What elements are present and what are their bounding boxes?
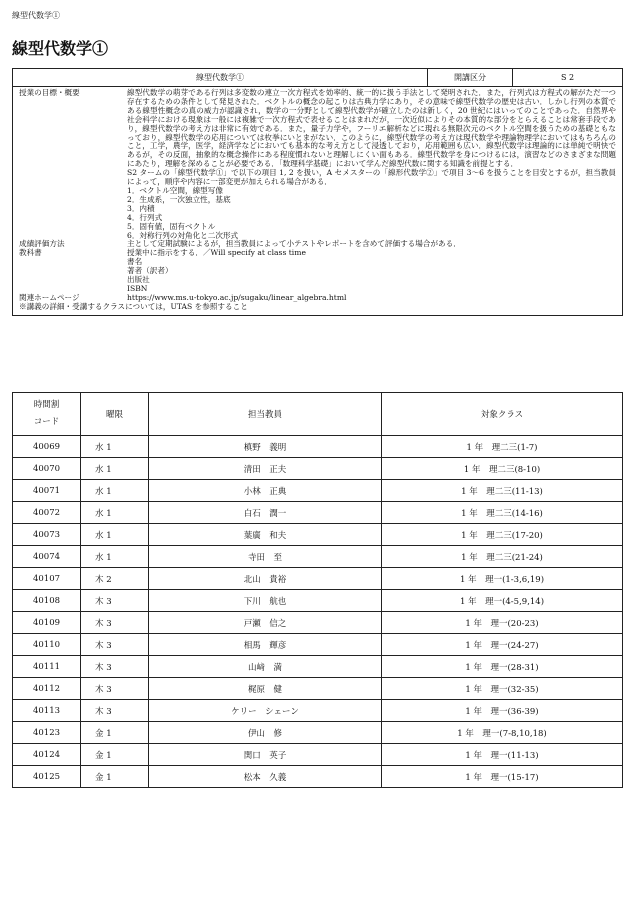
classes-cell: 1 年 理二三(8-10) [382, 458, 623, 480]
objectives-label: 授業の目標・概要 [19, 88, 80, 97]
topic-item: 4．行列式 [127, 212, 163, 222]
course-code: 40074 [13, 546, 81, 568]
classes-cell: 1 年 理一(11-13) [382, 744, 623, 766]
period-cell: 水 1 [81, 458, 149, 480]
classes-cell: 1 年 理一(32-35) [382, 678, 623, 700]
homepage-label: 関連ホームページ [19, 292, 80, 302]
table-row [13, 568, 623, 590]
book-isbn-field: ISBN [127, 283, 148, 293]
period-cell: 金 1 [81, 744, 149, 766]
course-code: 40124 [13, 744, 81, 766]
classes-cell: 1 年 理二三(11-13) [382, 480, 623, 502]
course-code: 40073 [13, 524, 81, 546]
term-value: S 2 [513, 69, 623, 87]
period-cell: 水 1 [81, 436, 149, 458]
table-row [13, 590, 623, 612]
instructor-cell: 白石 潤一 [149, 502, 382, 524]
table-row [13, 436, 623, 458]
book-publisher-field: 出版社 [127, 275, 150, 285]
code-header [13, 393, 81, 436]
topic-item: 1．ベクトル空間，線型写像 [127, 185, 223, 195]
period-cell: 木 3 [81, 700, 149, 722]
table-row [13, 656, 623, 678]
instructor-cell: 清田 正夫 [149, 458, 382, 480]
course-info-table [12, 68, 623, 316]
course-code: 40113 [13, 700, 81, 722]
schedule-body [13, 436, 623, 788]
table-row [13, 458, 623, 480]
table-row [13, 524, 623, 546]
instructor-cell: 小林 正典 [149, 480, 382, 502]
course-code: 40069 [13, 436, 81, 458]
period-cell: 金 1 [81, 722, 149, 744]
classes-cell: 1 年 理二三(17-20) [382, 524, 623, 546]
table-row [13, 546, 623, 568]
classes-cell: 1 年 理二三(14-16) [382, 502, 623, 524]
period-cell: 木 3 [81, 590, 149, 612]
utas-note: ※講義の詳細・受講するクラスについては，UTAS を参照すること [19, 301, 248, 311]
homepage-link[interactable]: https://www.ms.u-tokyo.ac.jp/sugaku/linear_algebra.html [127, 292, 347, 302]
textbook-label: 教科書 [19, 248, 42, 258]
table-row [13, 700, 623, 722]
evaluation-label: 成績評価方法 [19, 239, 65, 249]
objectives-text: 線型代数学の萌芽である行列は多変数の連立一次方程式を効率的、統一的に扱う手法として発明された．また，行列式は方程式の解がただ一つ存在するための条件として発見された．ベクトルの概念の起こりは古典力学にあり，その意味で線型代数学の歴史は古い．しかし行列の本質である線型性概念の真の威力が認識され，数学の一分野として線型代数学が確立したのは新しく，20 世紀にはいってのことであった．自然界や社会科学における現象は一般には複雑で一次方程式で表せることはまれだが，一次近似によりその本質的な部分をとらえることは常套手段であり，線型代数学の考え方は非常に有効である．また，量子力学や，フーリエ解析などに現れる無限次元のベクトル空間を扱うための基礎ともなっており，線型代数学の応用については枚挙にいとまがない．このように，線型代数学の考え方は現代数学や理論物理学においてはもちろんのこと，工学，農学，医学，経済学などにおいても基本的な考え方として浸透しており，応用範囲も広い．線型代数学は理論的には単純で明快であるが，その反面，抽象的な概念操作にある程度慣れないと理解しにくい面もある．線型代数学を身につけるには，演習などのさまざまな問題にあたり，理解を深めることが必要である．「数理科学基礎」において学んだ線型代数に関する知識を前提とする． [127, 88, 616, 169]
classes-cell: 1 年 理二三(1-7) [382, 436, 623, 458]
classes-header: 対象クラス [382, 393, 623, 436]
period-cell: 水 1 [81, 546, 149, 568]
instructor-cell: 槙野 義明 [149, 436, 382, 458]
instructor-cell: 松本 久義 [149, 766, 382, 788]
course-code: 40110 [13, 634, 81, 656]
course-name: 線型代数学① [13, 69, 428, 87]
classes-cell: 1 年 理一(7-8,10,18) [382, 722, 623, 744]
instructor-cell: 相馬 輝彦 [149, 634, 382, 656]
course-header-row [13, 69, 623, 87]
term-label: 開講区分 [428, 69, 513, 87]
period-cell: 水 1 [81, 524, 149, 546]
classes-cell: 1 年 理二三(21-24) [382, 546, 623, 568]
instructor-cell: 関口 英子 [149, 744, 382, 766]
classes-cell: 1 年 理一(1-3,6,19) [382, 568, 623, 590]
topic-item: 2．生成系，一次独立性，基底 [127, 194, 231, 204]
page-title: 線型代数学① [12, 39, 109, 58]
classes-cell: 1 年 理一(20-23) [382, 612, 623, 634]
classes-cell: 1 年 理一(36-39) [382, 700, 623, 722]
period-cell: 水 1 [81, 502, 149, 524]
classes-cell: 1 年 理一(15-17) [382, 766, 623, 788]
table-row [13, 502, 623, 524]
course-code: 40071 [13, 480, 81, 502]
course-code: 40070 [13, 458, 81, 480]
course-code: 40109 [13, 612, 81, 634]
course-code: 40123 [13, 722, 81, 744]
course-details [13, 87, 623, 316]
topic-item: 5．固有値，固有ベクトル [127, 221, 216, 231]
course-code: 40108 [13, 590, 81, 612]
table-row [13, 678, 623, 700]
running-header: 線型代数学① [12, 11, 60, 20]
course-details-row [13, 87, 623, 316]
period-cell: 木 3 [81, 678, 149, 700]
code-header-line: コード [33, 417, 60, 427]
period-cell: 水 1 [81, 480, 149, 502]
instructor-cell: 梶原 健 [149, 678, 382, 700]
instructor-cell: 葉廣 和夫 [149, 524, 382, 546]
book-author-field: 著者（訳者） [127, 266, 173, 276]
s2-text: S2 タームの「線型代数学①」で以下の項目 1, 2 を扱い，A セメスターの「線形代数学②」で項目 3〜6 を扱うことを目安とするが，担当教員によって，順序や内容に一部変更が加えられる場合がある． [127, 168, 616, 187]
instructor-cell: 山﨑 満 [149, 656, 382, 678]
instructor-cell: 伊山 修 [149, 722, 382, 744]
schedule-table [12, 392, 623, 788]
table-row [13, 612, 623, 634]
course-code: 40125 [13, 766, 81, 788]
topic-item: 3．内積 [127, 203, 155, 213]
table-row [13, 744, 623, 766]
course-code: 40111 [13, 656, 81, 678]
course-code: 40107 [13, 568, 81, 590]
book-title-field: 書名 [127, 257, 143, 267]
classes-cell: 1 年 理一(28-31) [382, 656, 623, 678]
classes-cell: 1 年 理一(24-27) [382, 634, 623, 656]
table-row [13, 634, 623, 656]
course-code: 40072 [13, 502, 81, 524]
course-code: 40112 [13, 678, 81, 700]
topic-item: 6．対称行列の対角化と二次形式 [127, 230, 239, 240]
classes-cell: 1 年 理一(4-5,9,14) [382, 590, 623, 612]
period-cell: 木 3 [81, 634, 149, 656]
code-header-line: 時間割 [33, 400, 60, 410]
textbook-text: 授業中に指示をする．／Will specify at class time [127, 248, 306, 258]
instructor-header: 担当教員 [149, 393, 382, 436]
period-header: 曜限 [81, 393, 149, 436]
period-cell: 金 1 [81, 766, 149, 788]
objectives-content [127, 89, 616, 240]
period-cell: 木 2 [81, 568, 149, 590]
evaluation-text: 主として定期試験によるが，担当教員によって小テストやレポートを含めて評価する場合がある． [127, 239, 461, 249]
table-row [13, 480, 623, 502]
instructor-cell: ケリー シェーン [149, 700, 382, 722]
period-cell: 木 3 [81, 656, 149, 678]
instructor-cell: 北山 貴裕 [149, 568, 382, 590]
instructor-cell: 戸瀬 信之 [149, 612, 382, 634]
instructor-cell: 下川 航也 [149, 590, 382, 612]
table-row [13, 766, 623, 788]
instructor-cell: 寺田 至 [149, 546, 382, 568]
schedule-header-row [13, 393, 623, 436]
period-cell: 木 3 [81, 612, 149, 634]
textbook-content [127, 249, 616, 294]
table-row [13, 722, 623, 744]
